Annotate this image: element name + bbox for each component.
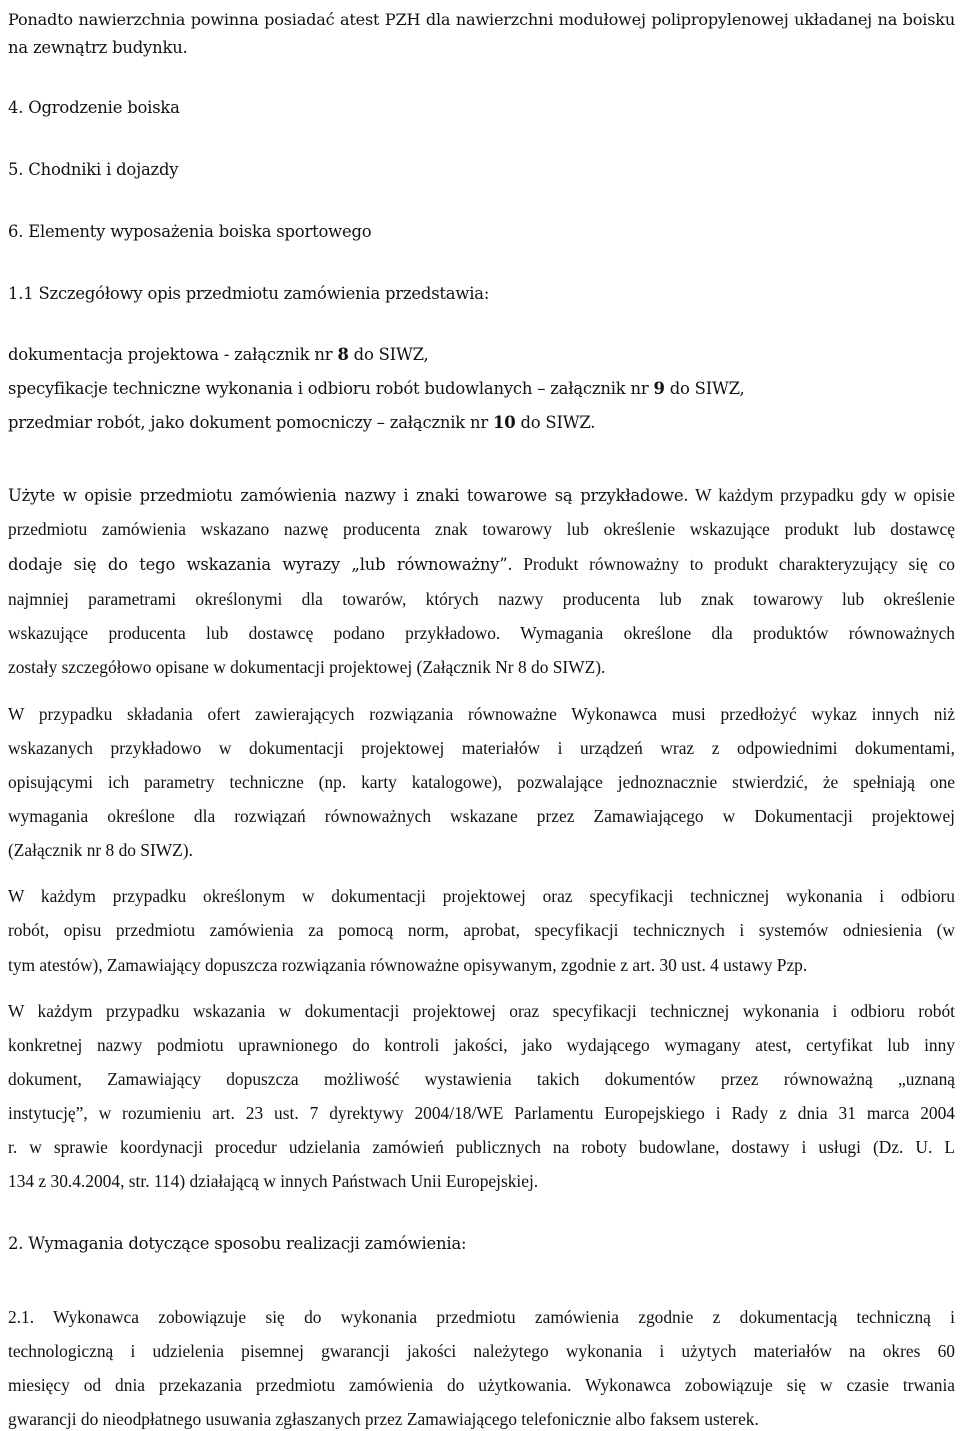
p1-line-2: przedmiotu zamówienia wskazano nazwę producenta znak towarowy lub określenie wskazujące produkt lub dostawcę — [8, 519, 955, 539]
section-1-1-heading: 1.1 Szczegółowy opis przedmiotu zamówienia przedstawia: — [8, 284, 490, 303]
p5-line-1: 2.1. Wykonawca zobowiązuje się do wykonania przedmiotu zamówienia zgodnie z dokumentacją techniczną i — [8, 1307, 955, 1327]
spec-text-b: do SIWZ, — [664, 379, 745, 398]
list-item-4: 4. Ogrodzenie boiska — [8, 98, 180, 117]
doc-proj-line — [8, 345, 429, 365]
p1-line-6: zostały szczegółowo opisane w dokumentacji projektowej (Załącznik Nr 8 do SIWZ). — [8, 657, 606, 677]
p1-line-1-a: Użyte w opisie przedmiotu zamówienia nazwy i znaki towarowe są przykładowe. — [8, 486, 689, 505]
doc-proj-text-a: dokumentacja projektowa - załącznik nr — [8, 345, 338, 364]
p2-line-3: opisującymi ich parametry techniczne (np. karty katalogowe), pozwalające jednoznacznie stwierdzić, że spełniają one — [8, 772, 955, 792]
spec-line — [8, 379, 745, 399]
list-item-6: 6. Elementy wyposażenia boiska sportowego — [8, 222, 372, 241]
p2-line-2: wskazanych przykładowo w dokumentacji projektowej materiałów i urządzeń wraz z odpowiednimi dokumentami, — [8, 738, 955, 758]
spec-number: 9 — [653, 379, 665, 398]
p5-line-2: technologiczną i udzielenia pisemnej gwarancji jakości należytego wykonania i użytych materiałów na okres 60 — [8, 1341, 955, 1361]
p2-line-1: W przypadku składania ofert zawierających rozwiązania równoważne Wykonawca musi przedłożyć wykaz innych niż — [8, 704, 955, 724]
p4-line-3: dokument, Zamawiający dopuszcza możliwość wystawienia takich dokumentów przez równoważną „uznaną — [8, 1069, 955, 1089]
p3-line-3: tym atestów), Zamawiający dopuszcza rozwiązania równoważne opisywanym, zgodnie z art. 30 ust. 4 ustawy Pzp. — [8, 955, 808, 975]
przedmiar-line — [8, 413, 595, 433]
p1-line-3-a: dodaje się do tego wskazania wyrazy „lub równoważny”. — [8, 555, 513, 574]
p5-line-4: gwarancji do nieodpłatnego usuwania zgłaszanych przez Zamawiającego telefonicznie albo faksem usterek. — [8, 1409, 759, 1429]
p4-line-6: 134 z 30.4.2004, str. 114) działającą w innych Państwach Unii Europejskiej. — [8, 1171, 539, 1191]
doc-proj-number: 8 — [337, 345, 349, 364]
list-item-5: 5. Chodniki i dojazdy — [8, 160, 179, 179]
p2-line-4: wymagania określone dla rozwiązań równoważnych wskazane przez Zamawiającego w Dokumentacji projektowej — [8, 806, 955, 826]
p1-line-1 — [8, 485, 955, 506]
p1-line-5: wskazujące producenta lub dostawcę podano przykładowo. Wymagania określone dla produktów równoważnych — [8, 623, 955, 643]
p2-line-5: (Załącznik nr 8 do SIWZ). — [8, 840, 193, 860]
intro-line-1: Ponadto nawierzchnia powinna posiadać atest PZH dla nawierzchni modułowej polipropylenowej układanej na boisku — [8, 10, 955, 29]
p1-line-4: najmniej parametrami określonymi dla towarów, których nazwy producenta lub znak towarowy lub określenie — [8, 589, 955, 609]
przedmiar-text-a: przedmiar robót, jako dokument pomocniczy – załącznik nr — [8, 413, 494, 432]
przedmiar-number: 10 — [493, 413, 516, 432]
p4-line-1: W każdym przypadku wskazania w dokumentacji projektowej oraz specyfikacji technicznej wykonania i odbioru robót — [8, 1001, 955, 1021]
p3-line-2: robót, opisu przedmiotu zamówienia za pomocą norm, aprobat, specyfikacji technicznych i systemów odniesienia (w — [8, 920, 955, 940]
p3-line-1: W każdym przypadku określonym w dokumentacji projektowej oraz specyfikacji technicznej wykonania i odbioru — [8, 886, 955, 906]
p4-line-2: konkretnej nazwy podmiotu uprawnionego do kontroli jakości, jako wydającego wymagany atest, certyfikat lub inny — [8, 1035, 955, 1055]
section-2-heading: 2. Wymagania dotyczące sposobu realizacji zamówienia: — [8, 1234, 467, 1253]
p1-line-3-b: Produkt równoważny to produkt charakteryzujący się co — [512, 554, 955, 574]
p1-line-1-b: W każdym przypadku gdy w opisie — [688, 485, 955, 505]
spec-text-a: specyfikacje techniczne wykonania i odbioru robót budowlanych – załącznik nr — [8, 379, 654, 398]
p5-line-3: miesięcy od dnia przekazania przedmiotu zamówienia do użytkowania. Wykonawca zobowiązuje się w czasie trwania — [8, 1375, 955, 1395]
p4-line-4: instytucję”, w rozumieniu art. 23 ust. 7 dyrektywy 2004/18/WE Parlamentu Europejskiego i Rady z dnia 31 marca 2004 — [8, 1103, 955, 1123]
intro-line-2: na zewnątrz budynku. — [8, 38, 188, 57]
doc-proj-text-b: do SIWZ, — [348, 345, 429, 364]
p4-line-5: r. w sprawie koordynacji procedur udzielania zamówień publicznych na roboty budowlane, dostawy i usługi (Dz. U. L — [8, 1137, 955, 1157]
przedmiar-text-b: do SIWZ. — [515, 413, 596, 432]
p1-line-3 — [8, 554, 955, 575]
